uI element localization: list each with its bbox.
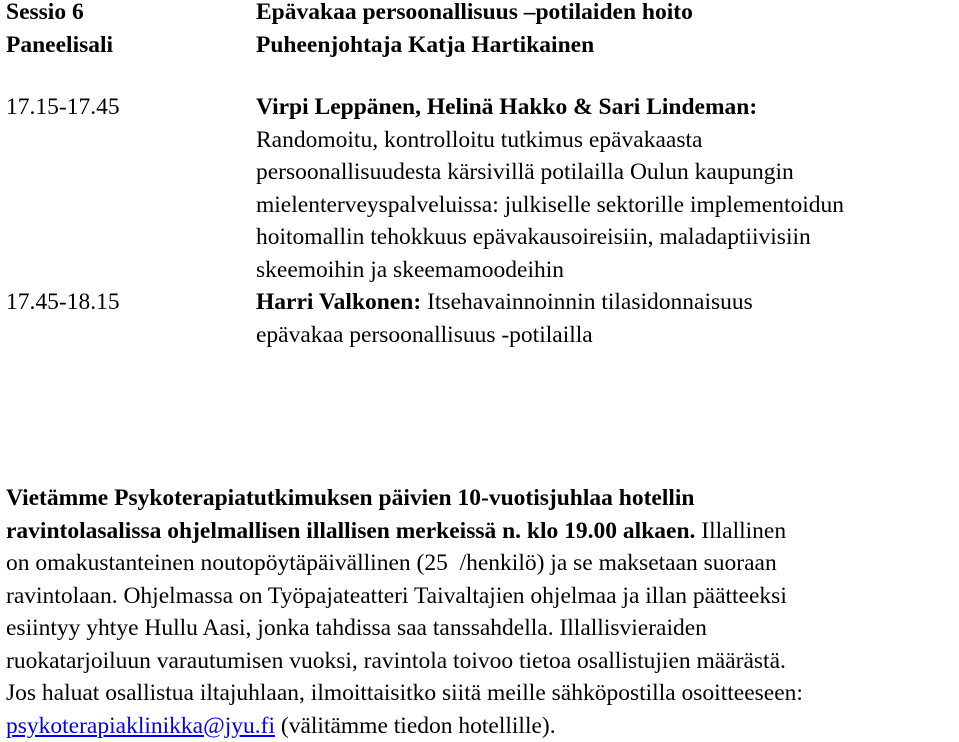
session-meta (6, 0, 113, 61)
announcement-line: ravintolaan. Ohjelmassa on Työpajateatteri Taivaltajien ohjelmaa ja illan päätteeksi (6, 582, 787, 609)
session-number: Sessio 6 (6, 0, 84, 25)
talk-time: 17.15-17.45 (6, 94, 120, 120)
talk-speakers: Harri Valkonen: (256, 289, 422, 315)
announcement-line: esiintyy yhtye Hullu Aasi, jonka tahdissa saa tanssahdella. Illallisvieraiden (6, 615, 707, 641)
announcement-text: Illallinen (695, 517, 787, 544)
email-link[interactable]: psykoterapiaklinikka@jyu.fi (6, 712, 275, 739)
dinner-announcement (6, 482, 956, 742)
talk-title-line: epävakaa persoonallisuus -potilailla (256, 321, 593, 348)
session-chair: Puheenjohtaja Katja Hartikainen (256, 31, 595, 58)
talk-title-line: persoonallisuudesta kärsivillä potilailla Oulun kaupungin (256, 159, 794, 185)
announcement-bold-line: Vietämme Psykoterapiatutkimuksen päivien 10-vuotisjuhlaa hotellin (6, 485, 695, 511)
announcement-line: on omakustanteinen noutopöytäpäivällinen (25 /henkilö) ja se maksetaan suoraan (6, 550, 777, 576)
talk-title-first: Itsehavainnoinnin tilasidonnaisuus (421, 289, 753, 315)
talk-title-line: mielenterveyspalveluissa: julkiselle sektorille implementoidun (256, 191, 845, 218)
session-room: Paneelisali (6, 31, 114, 58)
talk-time: 17.45-18.15 (6, 289, 120, 315)
announcement-line: ruokatarjoiluun varautumisen vuoksi, ravintola toivoo tietoa osallistujien määrästä. (6, 647, 786, 674)
session-info (256, 0, 959, 61)
email-note: (välitämme tiedon hotellille). (275, 712, 556, 739)
talk-title-line: skeemoihin ja skeemamoodeihin (256, 256, 565, 283)
talk-title-line: hoitomallin tehokkuus epävakausoireisiin, maladaptiivisiin (256, 224, 811, 250)
talk-speakers: Virpi Leppänen, Helinä Hakko & Sari Lindeman: (256, 94, 758, 120)
announcement-line: Jos haluat osallistua iltajuhlaan, ilmoittaisitko siitä meille sähköpostilla osoitteeseen: (6, 680, 803, 706)
talk-title-line: Randomoitu, kontrolloitu tutkimus epävakaasta (256, 126, 703, 153)
talk-content (256, 286, 959, 351)
session-title: Epävakaa persoonallisuus –potilaiden hoito (256, 0, 693, 25)
announcement-bold-line: ravintolasalissa ohjelmallisen illallisen merkeissä n. klo 19.00 alkaen. (6, 517, 696, 544)
talk-content (256, 91, 959, 286)
